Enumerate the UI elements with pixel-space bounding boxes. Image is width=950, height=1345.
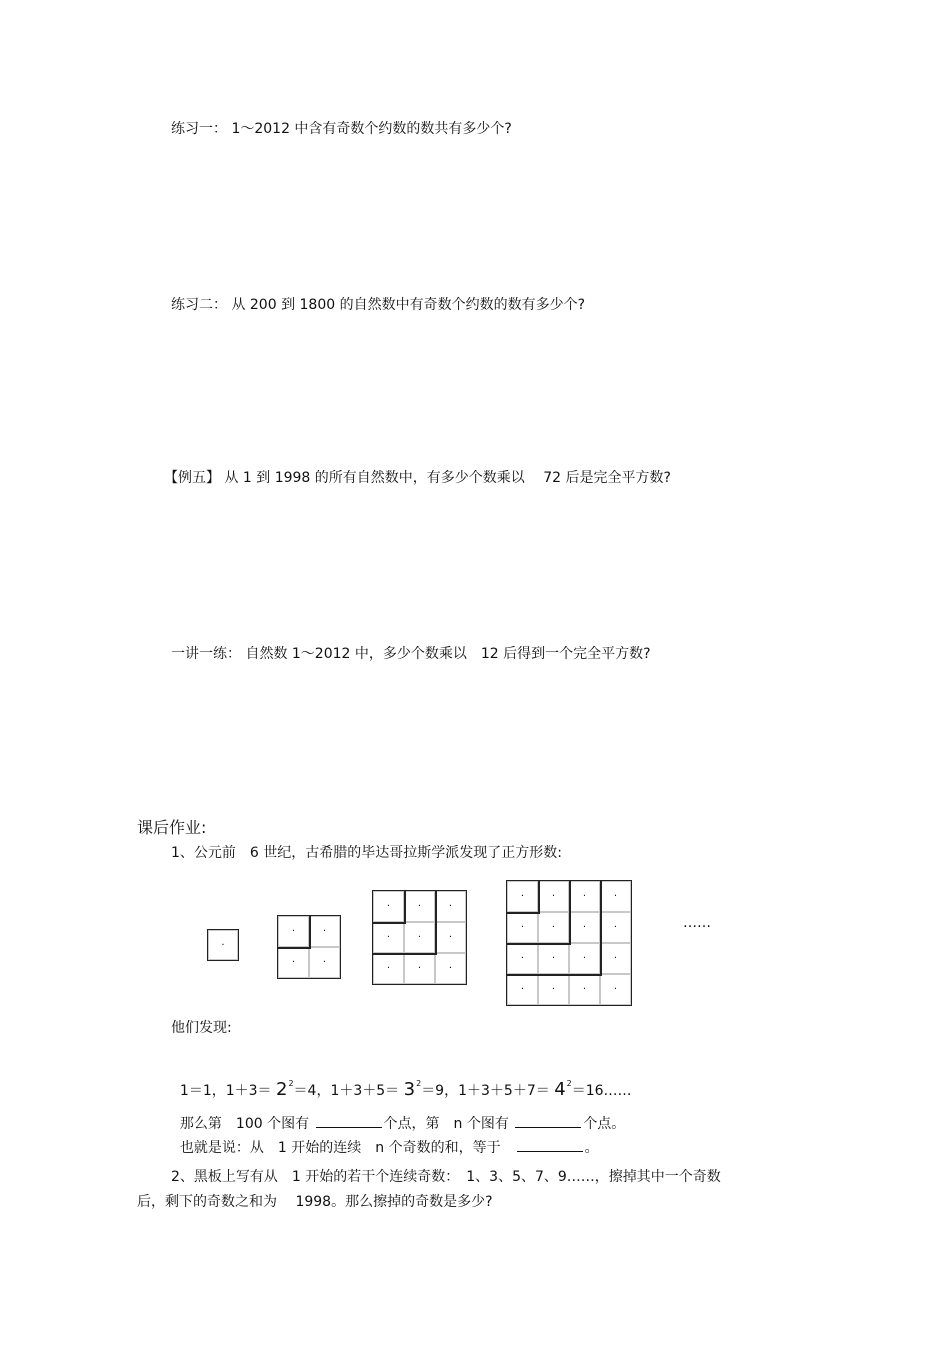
figure-cell: · xyxy=(600,912,631,943)
gnomon-line xyxy=(309,916,311,949)
fill-blank-line-2 xyxy=(171,1119,599,1157)
figure-cell: · xyxy=(373,922,404,953)
figure-cell: · xyxy=(435,891,466,922)
figures-ellipsis: …… xyxy=(683,915,711,931)
gnomon-line xyxy=(507,974,600,976)
eq-base-3: 4 xyxy=(554,1079,566,1100)
figure-cell: · xyxy=(404,922,435,953)
eq-base-2: 3 xyxy=(403,1079,416,1100)
example-5: 【例五】 从 1 到 1998 的所有自然数中，有多少个数乘以 72 后是完全平方数? xyxy=(164,470,671,486)
gnomon-line xyxy=(569,881,571,945)
figure-cell: · xyxy=(507,943,538,974)
fill1-text-b: 个点，第 n 个图有 xyxy=(383,1116,514,1132)
fill2-text-b: 。 xyxy=(584,1140,599,1156)
figure-cell: · xyxy=(569,881,600,912)
gnomon-line xyxy=(373,922,404,924)
fill1-text-a: 那么第 100 个图有 xyxy=(179,1116,314,1132)
figure-cell: · xyxy=(373,891,404,922)
figure-cell: · xyxy=(569,912,600,943)
figure-cell: · xyxy=(507,881,538,912)
practice-problem: 一讲一练： 自然数 1～2012 中，多少个数乘以 12 后得到一个完全平方数? xyxy=(171,646,651,662)
found-label: 他们发现: xyxy=(171,1020,232,1036)
exercise-1: 练习一： 1～2012 中含有奇数个约数的数共有多少个? xyxy=(171,121,512,137)
gnomon-line xyxy=(507,943,569,945)
figure-cell: · xyxy=(435,953,466,984)
eq-part-3: ＝9，1＋3＋5＋7＝ xyxy=(421,1083,555,1099)
gnomon-line xyxy=(278,947,309,949)
square-figure-1 xyxy=(207,929,239,961)
figure-cell: · xyxy=(507,974,538,1005)
exercise-2: 练习二： 从 200 到 1800 的自然数中有奇数个约数的数有多少个? xyxy=(171,297,586,313)
homework-title: 课后作业: xyxy=(137,818,207,837)
figure-cell: · xyxy=(208,930,238,960)
gnomon-line xyxy=(435,891,437,955)
figure-cell: · xyxy=(435,922,466,953)
eq-base-1: 2 xyxy=(276,1079,288,1100)
square-figure-4 xyxy=(506,880,632,1006)
figure-cell: · xyxy=(600,881,631,912)
figure-cell: · xyxy=(309,916,340,947)
eq-exp-2: 2 xyxy=(416,1079,422,1088)
figure-cell: · xyxy=(507,912,538,943)
answer-blank-sum[interactable] xyxy=(517,1137,583,1152)
figure-cell: · xyxy=(538,881,569,912)
figure-cell: · xyxy=(569,943,600,974)
figure-cell: · xyxy=(278,916,309,947)
gnomon-line xyxy=(538,881,540,914)
gnomon-line xyxy=(600,881,602,976)
figure-cell: · xyxy=(600,974,631,1005)
square-figure-3 xyxy=(372,890,467,985)
figure-cell: · xyxy=(278,947,309,978)
fill2-text-a: 也就是说：从 1 开始的连续 n 个奇数的和，等于 xyxy=(179,1140,515,1156)
eq-part-1: 1＝1，1＋3＝ xyxy=(179,1083,276,1099)
homework-q2-line-1: 2、黑板上写有从 1 开始的若干个连续奇数： 1、3、5、7、9……，擦掉其中一个奇数 xyxy=(171,1169,721,1185)
eq-part-2: ＝4，1＋3＋5＝ xyxy=(293,1083,404,1099)
eq-part-4: ＝16…… xyxy=(571,1083,632,1099)
gnomon-line xyxy=(373,953,435,955)
figure-cell: · xyxy=(309,947,340,978)
homework-q2-line-2: 后，剩下的奇数之和为 1998。那么擦掉的奇数是多少? xyxy=(137,1194,493,1210)
figure-cell: · xyxy=(404,953,435,984)
figure-cell: · xyxy=(600,943,631,974)
eq-exp-3: 2 xyxy=(566,1079,572,1088)
square-equations xyxy=(171,1057,632,1100)
eq-exp-1: 2 xyxy=(288,1079,294,1088)
fill1-text-c: 个点。 xyxy=(583,1116,626,1132)
figure-cell: · xyxy=(538,912,569,943)
figure-cell: · xyxy=(404,891,435,922)
homework-q1-intro: 1、公元前 6 世纪，古希腊的毕达哥拉斯学派发现了正方形数: xyxy=(171,845,562,861)
gnomon-line xyxy=(507,912,538,914)
square-figure-2 xyxy=(277,915,341,979)
figure-cell: · xyxy=(569,974,600,1005)
figure-cell: · xyxy=(373,953,404,984)
figure-cell: · xyxy=(538,974,569,1005)
gnomon-line xyxy=(404,891,406,924)
figure-cell: · xyxy=(538,943,569,974)
